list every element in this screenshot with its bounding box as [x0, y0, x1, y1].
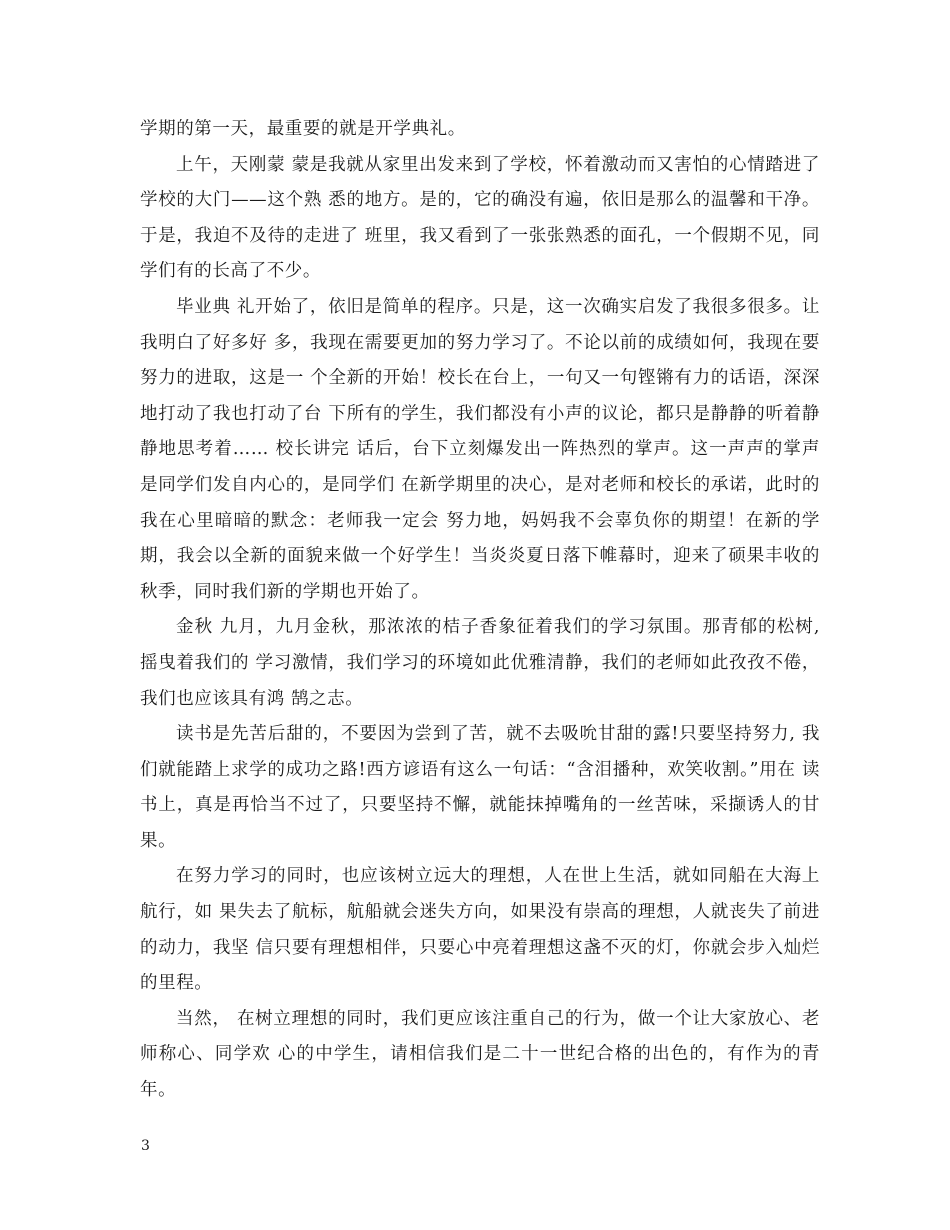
paragraph-ceremony: 毕业典 礼开始了，依旧是简单的程序。只是，这一次确实启发了我很多很多。让我明白了好多好 多，我现在需要更加的努力学习了。不论以前的成绩如何，我现在要努力的进取，这是一 个全新的开始！校长在台上，一句又一句铿锵有力的话语，深深地打动了我也打动了台 下所有的学生，我们都没有小声的议论，都只是静静的听着静静地思考着…… 校长讲完 话后，台下立刻爆发出一阵热烈的掌声。这一声声的掌声是同学们发自内心的，是同学们 在新学期里的决心，是对老师和校长的承诺，此时的我在心里暗暗的默念：老师我一定会 努力地，妈妈我不会辜负你的期望！在新的学期，我会以全新的面貌来做一个好学生！当炎炎夏日落下帷幕时，迎来了硕果丰收的秋季，同时我们新的学期也开始了。 — [140, 296, 820, 602]
paragraph-opening: 学期的第一天，最重要的就是开学典礼。 — [140, 119, 466, 139]
paragraph-reading: 读书是先苦后甜的，不要因为尝到了苦，就不去吸吮甘甜的露!只要坚持努力, 我们就能踏上求学的成功之路!西方谚语有这么一句话：“含泪播种，欢笑收割。”用在 读书上，真是再恰当不过了，只要坚持不懈，就能抹掉嘴角的一丝苦味，采撷诱人的甘果。 — [140, 724, 820, 851]
paragraph-autumn: 金秋 九月，九月金秋，那浓浓的桔子香象征着我们的学习氛围。那青郁的松树,摇曳着我们的 学习激情，我们学习的环境如此优雅清静，我们的老师如此孜孜不倦，我们也应该具有鸿 鹄之志。 — [140, 617, 820, 709]
paragraph-ideals: 在努力学习的同时，也应该树立远大的理想，人在世上生活，就如同船在大海上航行，如 果失去了航标，航船就会迷失方向，如果没有崇高的理想，人就丧失了前进的动力，我坚 信只要有理想相伴，只要心中亮着理想这盏不灭的灯，你就会步入灿烂的里程。 — [140, 866, 820, 994]
paragraph-conduct: 当然， 在树立理想的同时，我们更应该注重自己的行为，做一个让大家放心、老师称心、同学欢 心的中学生，请相信我们是二十一世纪合格的出色的，有作为的青年。 — [140, 1008, 820, 1101]
paragraph-arrival: 上午，天刚蒙 蒙是我就从家里出发来到了学校，怀着激动而又害怕的心情踏进了学校的大门——这个熟 悉的地方。是的，它的确没有遍，依旧是那么的温馨和干净。于是，我迫不及待的走进了 班里，我又看到了一张张熟悉的面孔，一个假期不见，同学们有的长高了不少。 — [140, 154, 820, 282]
page-number: 3 — [141, 1138, 150, 1154]
document-body — [140, 112, 820, 1109]
